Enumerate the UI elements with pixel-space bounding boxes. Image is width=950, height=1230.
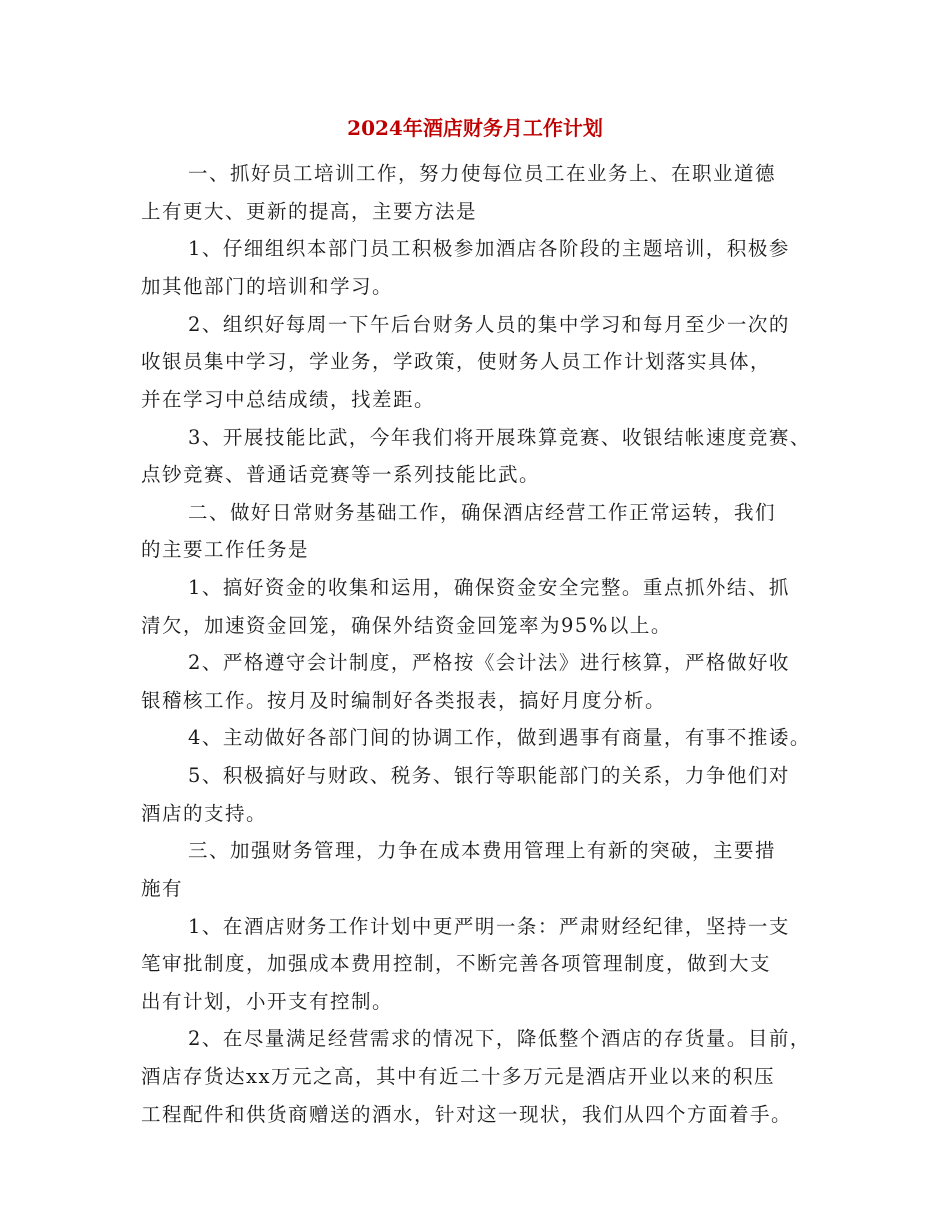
paragraph-line: 一、抓好员工培训工作，努力使每位员工在业务上、在职业道德 <box>188 162 777 185</box>
paragraph-line: 并在学习中总结成绩，找差距。 <box>141 388 436 411</box>
paragraph-line: 笔审批制度，加强成本费用控制，不断完善各项管理制度，做到大支 <box>141 952 772 975</box>
paragraph-line: 加其他部门的培训和学习。 <box>141 275 394 298</box>
paragraph-line: 二、做好日常财务基础工作，确保酒店经营工作正常运转，我们 <box>188 501 777 524</box>
paragraph-line: 2、组织好每周一下午后台财务人员的集中学习和每月至少一次的 <box>188 313 790 336</box>
paragraph-line: 银稽核工作。按月及时编制好各类报表，搞好月度分析。 <box>141 689 667 712</box>
paragraph-line: 的主要工作任务是 <box>141 538 310 561</box>
paragraph-line: 施有 <box>141 877 184 900</box>
paragraph-line: 1、在酒店财务工作计划中更严明一条：严肃财经纪律，坚持一支 <box>188 915 790 938</box>
paragraph-line: 3、开展技能比武，今年我们将开展珠算竞赛、收银结帐速度竞赛、 <box>188 426 811 449</box>
paragraph-line: 1、搞好资金的收集和运用，确保资金安全完整。重点抓外结、抓 <box>188 576 790 599</box>
paragraph-line: 三、加强财务管理，力争在成本费用管理上有新的突破，主要措 <box>188 839 777 862</box>
paragraph-line: 4、主动做好各部门间的协调工作，做到遇事有商量，有事不推诿。 <box>188 726 811 749</box>
paragraph-line: 5、积极搞好与财政、税务、银行等职能部门的关系，力争他们对 <box>188 764 790 787</box>
paragraph-line: 清欠，加速资金回笼，确保外结资金回笼率为95%以上。 <box>141 614 672 637</box>
paragraph-line: 收银员集中学习，学业务，学政策，使财务人员工作计划落实具体， <box>141 350 772 373</box>
paragraph-line: 2、在尽量满足经营需求的情况下，降低整个酒店的存货量。目前， <box>188 1027 811 1050</box>
paragraph-line: 酒店的支持。 <box>141 802 268 825</box>
paragraph-line: 2、严格遵守会计制度，严格按《会计法》进行核算，严格做好收 <box>188 651 790 674</box>
document-title: 2024年酒店财务月工作计划 <box>347 116 603 140</box>
paragraph-line: 出有计划，小开支有控制。 <box>141 990 394 1013</box>
paragraph-line: 酒店存货达xx万元之高，其中有近二十多万元是酒店开业以来的积压 <box>141 1065 775 1088</box>
paragraph-line: 上有更大、更新的提高，主要方法是 <box>141 200 478 223</box>
paragraph-line: 1、仔细组织本部门员工积极参加酒店各阶段的主题培训，积极参 <box>188 237 790 260</box>
paragraph-line: 点钞竞赛、普通话竞赛等一系列技能比武。 <box>141 463 541 486</box>
paragraph-line: 工程配件和供货商赠送的酒水，针对这一现状，我们从四个方面着手。 <box>141 1103 793 1126</box>
